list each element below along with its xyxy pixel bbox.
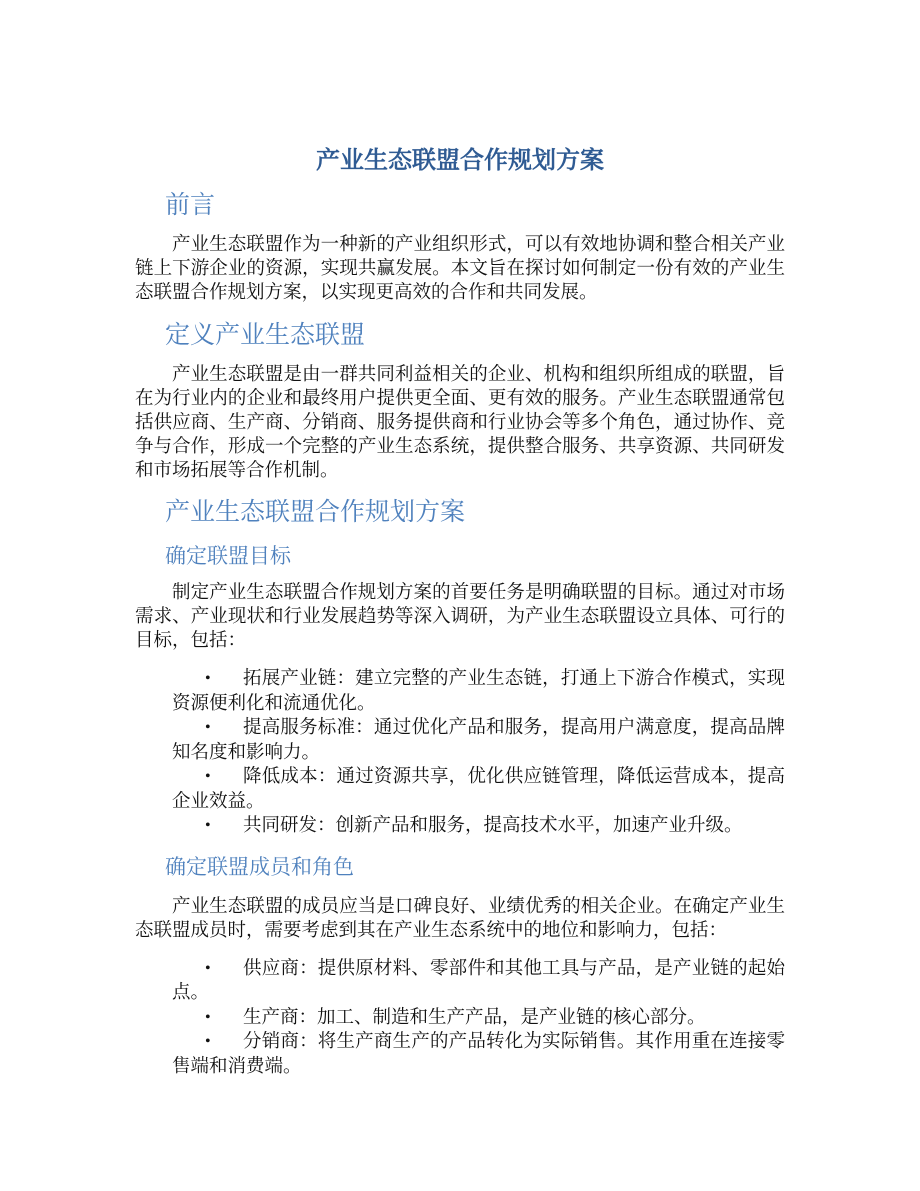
section-heading-plan: 产业生态联盟合作规划方案	[165, 498, 466, 526]
list-item-text: 拓展产业链：建立完整的产业生态链，打通上下游合作模式，实现资源便利化和流通优化。	[172, 669, 785, 714]
bullet-icon: •	[205, 1008, 211, 1026]
preface-paragraph: 产业生态联盟作为一种新的产业组织形式，可以有效地协调和整合相关产业链上下游企业的资源，实现共赢发展。本文旨在探讨如何制定一份有效的产业生态联盟合作规划方案，以实现更高效的合作和共同发展。	[135, 235, 785, 303]
list-item	[172, 1030, 785, 1079]
list-item-text: 共同研发：创新产品和服务，提高技术水平，加速产业升级。	[243, 816, 743, 836]
list-item	[172, 1006, 785, 1031]
bullet-icon: •	[205, 817, 211, 834]
bullet-icon: •	[205, 670, 211, 687]
section-heading-preface: 前言	[165, 191, 216, 219]
list-item	[172, 957, 785, 1006]
list-item-text: 提高服务标准：通过优化产品和服务，提高用户满意度，提高品牌知名度和影响力。	[172, 718, 785, 763]
goals-paragraph: 制定产业生态联盟合作规划方案的首要任务是明确联盟的目标。通过对市场需求、产业现状和行业发展趋势等深入调研，为产业生态联盟设立具体、可行的目标，包括：	[135, 583, 785, 651]
document-body	[135, 190, 785, 1079]
list-item-text: 供应商：提供原材料、零部件和其他工具与产品，是产业链的起始点。	[172, 958, 785, 1003]
subsection-heading-members: 确定联盟成员和角色	[165, 855, 354, 879]
list-item-text: 生产商：加工、制造和生产产品，是产业链的核心部分。	[243, 1007, 706, 1028]
bullet-icon: •	[205, 1033, 211, 1050]
list-item-text: 降低成本：通过资源共享，优化供应链管理，降低运营成本，提高企业效益。	[172, 767, 785, 812]
section-heading-definition: 定义产业生态联盟	[165, 321, 366, 349]
bullet-icon: •	[205, 959, 211, 977]
list-item	[172, 716, 785, 765]
list-item	[172, 765, 785, 814]
definition-paragraph: 产业生态联盟是由一群共同利益相关的企业、机构和组织所组成的联盟，旨在为行业内的企业和最终用户提供更全面、更有效的服务。产业生态联盟通常包括供应商、生产商、分销商、服务提供商和行业协会等多个角色，通过协作、竞争与合作，形成一个完整的产业生态系统，提供整合服务、共享资源、共同研发和市场拓展等合作机制。	[135, 365, 785, 481]
document-title: 产业生态联盟合作规划方案	[316, 147, 604, 174]
members-paragraph: 产业生态联盟的成员应当是口碑良好、业绩优秀的相关企业。在确定产业生态联盟成员时，需要考虑到其在产业生态系统中的地位和影响力，包括：	[135, 896, 785, 941]
list-item	[172, 814, 785, 839]
bullet-icon: •	[205, 719, 211, 736]
subsection-heading-goals: 确定联盟目标	[165, 545, 291, 568]
bullet-icon: •	[205, 768, 211, 785]
list-item-text: 分销商：将生产商生产的产品转化为实际销售。其作用重在连接零售端和消费端。	[172, 1032, 785, 1077]
list-item	[172, 667, 785, 716]
